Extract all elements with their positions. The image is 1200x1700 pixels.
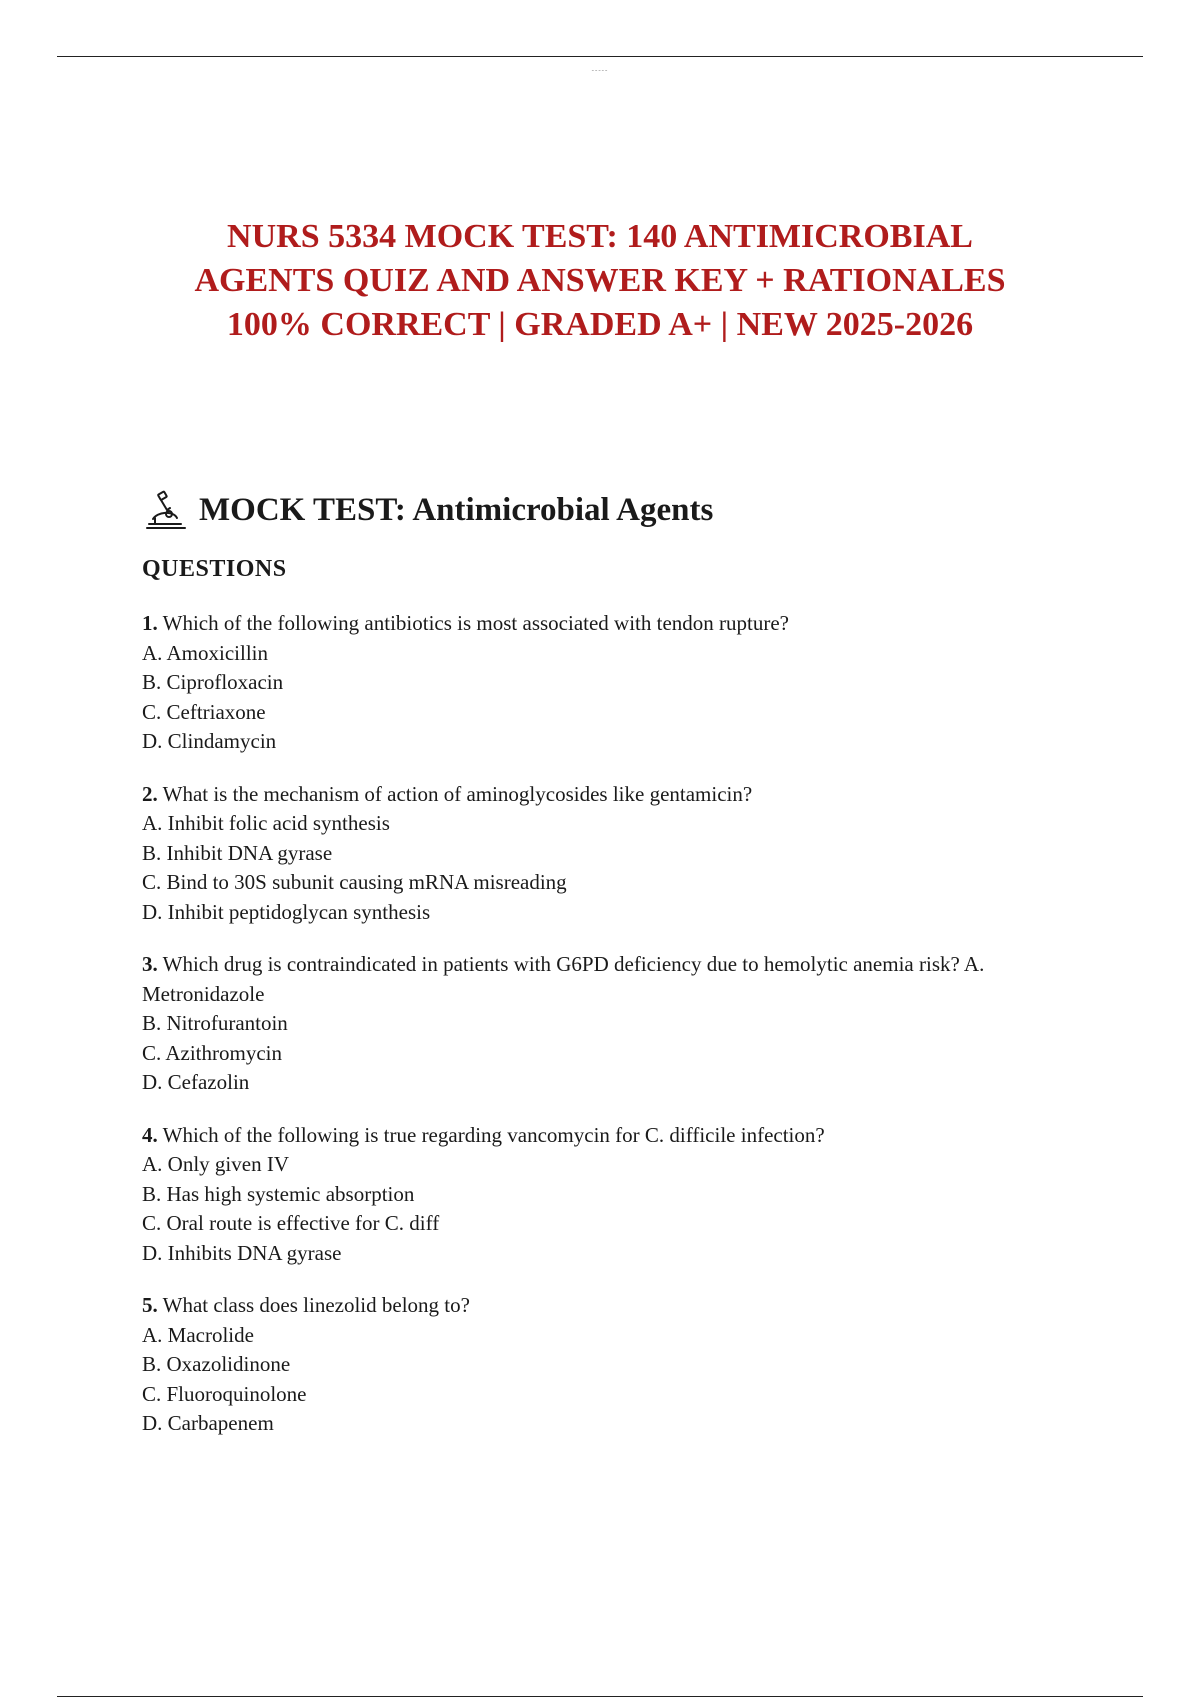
answer-option: D. Cefazolin [142,1070,250,1094]
answer-option: B. Inhibit DNA gyrase [142,840,333,865]
section-heading-text: MOCK TEST: Antimicrobial Agents [199,491,714,528]
answer-option: B. Nitrofurantoin [142,1011,288,1035]
question-stem [142,1121,1042,1151]
answer-option: C. Ceftriaxone [142,699,266,724]
question-text: Which of the following is true regarding vancomycin for C. difficile infection? [157,1122,825,1147]
question-text: Which of the following antibiotics is most associated with tendon rupture? [157,611,789,635]
answer-option: B. Ciprofloxacin [142,670,284,694]
answer-option: C. Fluoroquinolone [142,1381,307,1406]
question-item [142,609,1042,757]
question-item [142,1291,1042,1439]
header-mark: ----- [591,66,609,74]
question-stem [142,609,1042,639]
question-item [142,950,1042,1098]
question-list [142,609,1042,1462]
question-number: 1. [142,611,158,635]
question-text: What is the mechanism of action of aminoglycosides like gentamicin? [157,781,753,806]
answer-option: D. Inhibits DNA gyrase [142,1240,342,1265]
questions-label: QUESTIONS [142,556,287,582]
answer-option: A. Amoxicillin [142,640,268,665]
answer-option: D. Carbapenem [142,1411,274,1435]
top-rule [57,56,1143,57]
question-number: 3. [142,952,158,976]
question-stem [142,780,1042,810]
section-heading [145,490,713,530]
answer-option: D. Inhibit peptidoglycan synthesis [142,899,431,924]
answer-option: C. Azithromycin [142,1040,282,1065]
document-title [100,215,1100,347]
question-number: 2. [142,781,158,806]
question-item [142,1121,1042,1269]
question-text: What class does linezolid belong to? [157,1293,470,1317]
answer-option: B. Has high systemic absorption [142,1181,415,1206]
answer-option: C. Oral route is effective for C. diff [142,1211,440,1235]
question-number: 5. [142,1293,158,1317]
question-item [142,780,1042,928]
title-line: 100% CORRECT | GRADED A+ | NEW 2025-2026 [226,306,974,343]
answer-option: D. Clindamycin [142,729,277,753]
microscope-icon [145,490,187,530]
answer-option: C. Bind to 30S subunit causing mRNA misreading [142,870,567,894]
title-line: AGENTS QUIZ AND ANSWER KEY + RATIONALES [194,262,1006,299]
answer-option: A. Inhibit folic acid synthesis [142,811,390,835]
bottom-rule [57,1696,1143,1697]
question-number: 4. [142,1122,158,1147]
question-text: Which drug is contraindicated in patients with G6PD deficiency due to hemolytic anemia risk? A. Metronidazole [142,952,985,1006]
title-line: NURS 5334 MOCK TEST: 140 ANTIMICROBIAL [227,218,973,255]
question-stem [142,1291,1042,1321]
answer-option: A. Macrolide [142,1322,254,1347]
answer-option: B. Oxazolidinone [142,1352,291,1376]
answer-option: A. Only given IV [142,1152,289,1176]
question-stem [142,950,1042,1009]
